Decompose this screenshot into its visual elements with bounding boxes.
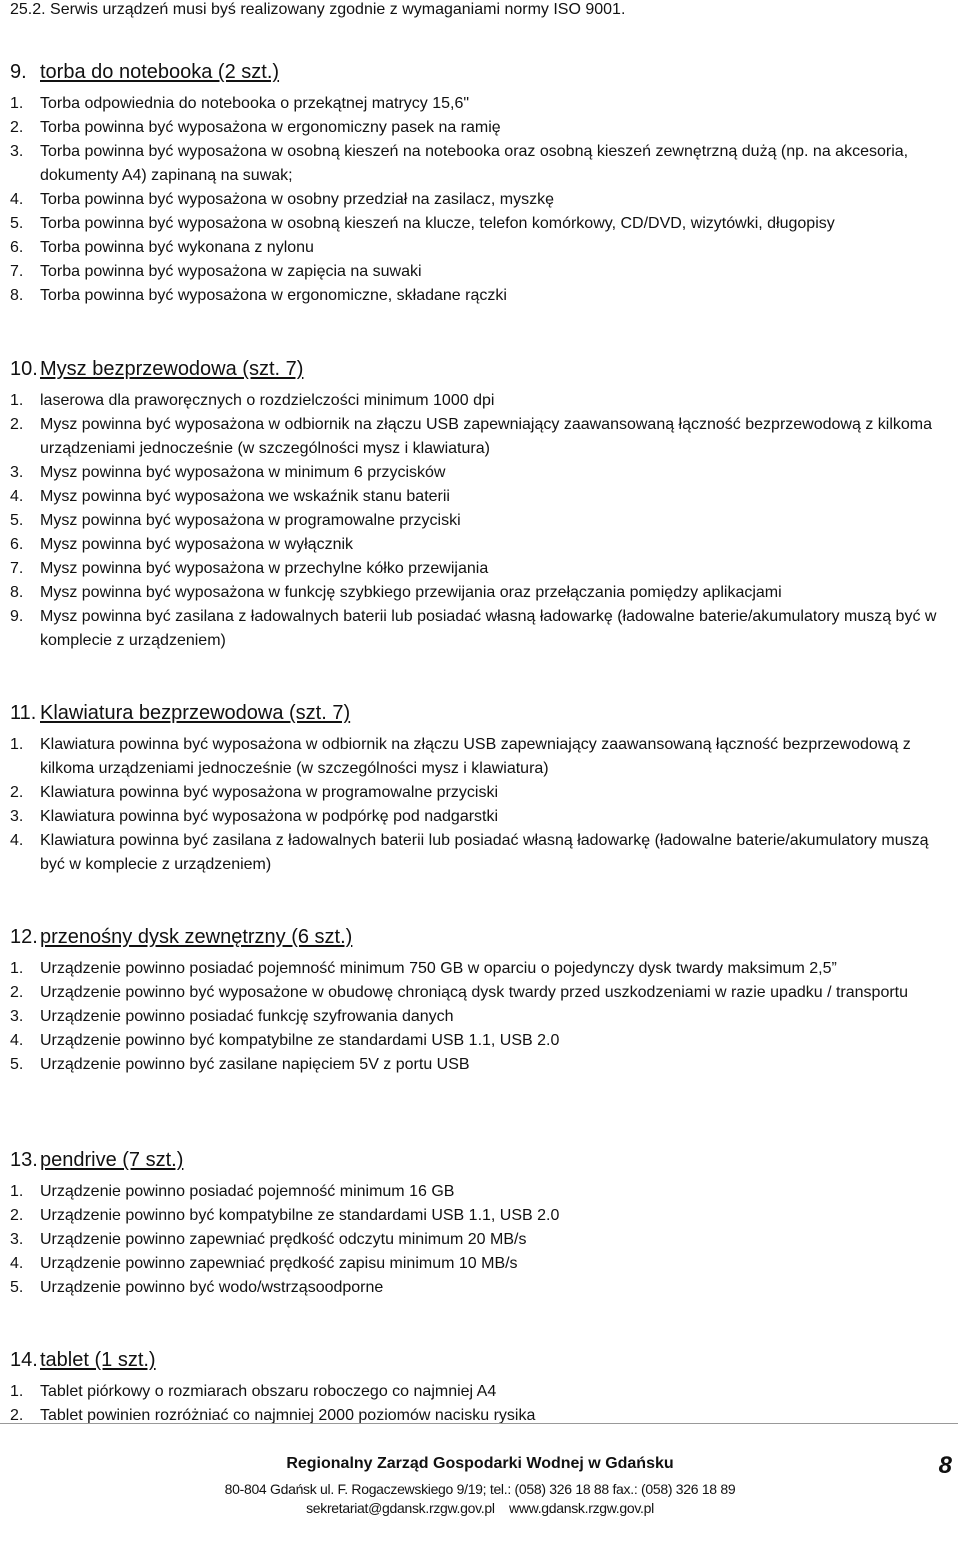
section-title: pendrive (7 szt.)	[40, 1149, 184, 1171]
list-item	[10, 1204, 955, 1228]
item-text: Mysz powinna być wyposażona w funkcję szybkiego przewijania oraz przełączania pomiędzy aplikacjami	[40, 584, 782, 601]
section-klawiatura	[10, 701, 955, 877]
item-text: Mysz powinna być wyposażona w odbiornik na złączu USB zapewniający zaawansowaną łączność bezprzewodową z kilkoma urządzeniami jednocześnie (w szczególności mysz i klawiatura)	[40, 416, 932, 457]
footer-website[interactable]: www.gdansk.rzgw.gov.pl	[509, 1500, 654, 1516]
item-text: laserowa dla praworęcznych o rozdzielczości minimum 1000 dpi	[40, 392, 495, 409]
item-text: Mysz powinna być wyposażona w przechylne kółko przewijania	[40, 560, 489, 577]
item-number: 2.	[10, 984, 24, 1001]
footer-organization: Regionalny Zarząd Gospodarki Wodnej w Gdańsku	[286, 1455, 674, 1472]
section-title: przenośny dysk zewnętrzny (6 szt.)	[40, 926, 353, 948]
section-pendrive	[10, 1148, 955, 1300]
footer-contact	[0, 1499, 960, 1517]
section-heading	[10, 357, 955, 381]
item-number: 4.	[10, 191, 24, 208]
item-text: Mysz powinna być wyposażona w programowalne przyciski	[40, 512, 461, 529]
item-text: Mysz powinna być wyposażona w wyłącznik	[40, 536, 354, 553]
list-item	[10, 260, 955, 284]
list-item	[10, 236, 955, 260]
list-item	[10, 1404, 955, 1428]
section-mysz	[10, 357, 955, 653]
list-item	[10, 92, 955, 116]
item-number: 1.	[10, 1383, 24, 1400]
item-number: 5.	[10, 1279, 24, 1296]
list-item	[10, 805, 955, 829]
item-number: 3.	[10, 1008, 24, 1025]
item-number: 1.	[10, 95, 24, 112]
item-number: 2.	[10, 119, 24, 136]
item-number: 5.	[10, 512, 24, 529]
section-number: 10.	[10, 358, 38, 380]
item-text: Klawiatura powinna być wyposażona w programowalne przyciski	[40, 784, 498, 801]
page-number: 8	[938, 1452, 952, 1479]
section-heading	[10, 925, 955, 949]
list-item	[10, 461, 955, 485]
item-number: 1.	[10, 392, 24, 409]
item-number: 4.	[10, 488, 24, 505]
footer-email[interactable]: sekretariat@gdansk.rzgw.gov.pl	[306, 1500, 495, 1516]
section-title: tablet (1 szt.)	[40, 1349, 156, 1371]
item-number: 3.	[10, 808, 24, 825]
item-text: Urządzenie powinno posiadać funkcję szyfrowania danych	[40, 1008, 454, 1025]
item-number: 3.	[10, 143, 24, 160]
footer-divider	[0, 1423, 958, 1424]
list-item	[10, 212, 955, 236]
section-title: Klawiatura bezprzewodowa (szt. 7)	[40, 702, 351, 724]
top-line: 25.2. Serwis urządzeń musi byś realizowany zgodnie z wymaganiami normy ISO 9001.	[10, 1, 626, 18]
item-number: 2.	[10, 1207, 24, 1224]
item-number: 1.	[10, 1183, 24, 1200]
item-number: 2.	[10, 1407, 24, 1424]
item-text: Klawiatura powinna być wyposażona w podpórkę pod nadgarstki	[40, 808, 499, 825]
section-heading	[10, 60, 955, 84]
list-item	[10, 605, 955, 653]
item-text: Torba powinna być wyposażona w ergonomiczne, składane rączki	[40, 287, 507, 304]
item-text: Urządzenie powinno być kompatybilne ze standardami USB 1.1, USB 2.0	[40, 1207, 560, 1224]
item-text: Mysz powinna być wyposażona w minimum 6 przycisków	[40, 464, 446, 481]
item-number: 8.	[10, 584, 24, 601]
list-item	[10, 389, 955, 413]
list-item	[10, 188, 955, 212]
section-heading	[10, 701, 955, 725]
list-item	[10, 509, 955, 533]
section-heading	[10, 1148, 955, 1172]
footer-address: 80-804 Gdańsk ul. F. Rogaczewskiego 9/19; tel.: (058) 326 18 88 fax.: (058) 326 18 89	[224, 1481, 736, 1497]
section-number: 13.	[10, 1149, 38, 1171]
list-item	[10, 581, 955, 605]
section-number: 14.	[10, 1349, 38, 1371]
item-number: 4.	[10, 832, 24, 849]
item-number: 4.	[10, 1255, 24, 1272]
item-text: Tablet piórkowy o rozmiarach obszaru roboczego co najmniej A4	[40, 1383, 497, 1400]
item-text: Urządzenie powinno być zasilane napięciem 5V z portu USB	[40, 1056, 470, 1073]
item-text: Urządzenie powinno posiadać pojemność minimum 16 GB	[40, 1183, 455, 1200]
item-number: 2.	[10, 416, 24, 433]
item-text: Torba odpowiednia do notebooka o przekątnej matrycy 15,6"	[40, 95, 470, 112]
item-text: Mysz powinna być wyposażona we wskaźnik stanu baterii	[40, 488, 450, 505]
section-number: 12.	[10, 926, 38, 948]
list-item	[10, 957, 955, 981]
item-text: Torba powinna być wyposażona w ergonomiczny pasek na ramię	[40, 119, 501, 136]
section-number: 9.	[10, 61, 27, 83]
section-tablet	[10, 1348, 955, 1428]
item-number: 5.	[10, 1056, 24, 1073]
list-item	[10, 116, 955, 140]
section-title: Mysz bezprzewodowa (szt. 7)	[40, 358, 304, 380]
list-item	[10, 284, 955, 308]
list-item	[10, 1252, 955, 1276]
section-torba	[10, 60, 955, 308]
list-item	[10, 829, 955, 877]
item-number: 1.	[10, 736, 24, 753]
list-item	[10, 1053, 955, 1077]
section-title: torba do notebooka (2 szt.)	[40, 61, 280, 83]
item-number: 7.	[10, 263, 24, 280]
list-item	[10, 557, 955, 581]
item-text: Torba powinna być wyposażona w osobny przedział na zasilacz, myszkę	[40, 191, 555, 208]
list-item	[10, 1380, 955, 1404]
item-text: Urządzenie powinno zapewniać prędkość zapisu minimum 10 MB/s	[40, 1255, 518, 1272]
section-heading	[10, 1348, 955, 1372]
item-text: Urządzenie powinno być wyposażone w obudowę chroniącą dysk twardy przed uszkodzeniami w razie upadku / transportu	[40, 984, 909, 1001]
item-number: 6.	[10, 536, 24, 553]
list-item	[10, 485, 955, 509]
list-item	[10, 413, 955, 461]
item-text: Tablet powinien rozróżniać co najmniej 2000 poziomów nacisku rysika	[40, 1407, 536, 1424]
item-text: Klawiatura powinna być wyposażona w odbiornik na złączu USB zapewniający zaawansowaną łączność bezprzewodową z kilkoma urządzeniami jednocześnie (w szczególności mysz i klawiatura)	[40, 736, 911, 777]
list-item	[10, 1005, 955, 1029]
item-number: 2.	[10, 784, 24, 801]
item-text: Mysz powinna być zasilana z ładowalnych baterii lub posiadać własną ładowarkę (ładowalne baterie/akumulatory muszą być w komplecie z urządzeniem)	[40, 608, 937, 649]
item-number: 3.	[10, 464, 24, 481]
item-number: 7.	[10, 560, 24, 577]
item-number: 5.	[10, 215, 24, 232]
item-text: Torba powinna być wyposażona w osobną kieszeń na klucze, telefon komórkowy, CD/DVD, wizytówki, długopisy	[40, 215, 835, 232]
list-item	[10, 781, 955, 805]
item-text: Torba powinna być wykonana z nylonu	[40, 239, 314, 256]
list-item	[10, 140, 955, 188]
list-item	[10, 1180, 955, 1204]
item-text: Urządzenie powinno być kompatybilne ze standardami USB 1.1, USB 2.0	[40, 1032, 560, 1049]
item-number: 9.	[10, 608, 24, 625]
item-number: 6.	[10, 239, 24, 256]
item-text: Torba powinna być wyposażona w zapięcia na suwaki	[40, 263, 422, 280]
item-number: 3.	[10, 1231, 24, 1248]
item-number: 8.	[10, 287, 24, 304]
item-number: 4.	[10, 1032, 24, 1049]
list-item	[10, 981, 955, 1005]
item-text: Urządzenie powinno być wodo/wstrząsoodporne	[40, 1279, 384, 1296]
item-number: 1.	[10, 960, 24, 977]
list-item	[10, 1276, 955, 1300]
list-item	[10, 733, 955, 781]
item-text: Torba powinna być wyposażona w osobną kieszeń na notebooka oraz osobną kieszeń zewnętrzną dużą (np. na akcesoria, dokumenty A4) zapinaną na suwak;	[40, 143, 909, 184]
list-item	[10, 1228, 955, 1252]
section-dysk	[10, 925, 955, 1077]
item-text: Urządzenie powinno posiadać pojemność minimum 750 GB w oparciu o pojedynczy dysk twardy maksimum 2,5”	[40, 960, 837, 977]
item-text: Urządzenie powinno zapewniać prędkość odczytu minimum 20 MB/s	[40, 1231, 527, 1248]
list-item	[10, 1029, 955, 1053]
section-number: 11.	[10, 702, 37, 724]
list-item	[10, 533, 955, 557]
item-text: Klawiatura powinna być zasilana z ładowalnych baterii lub posiadać własną ładowarkę (ładowalne baterie/akumulatory muszą być w komplecie z urządzeniem)	[40, 832, 929, 873]
